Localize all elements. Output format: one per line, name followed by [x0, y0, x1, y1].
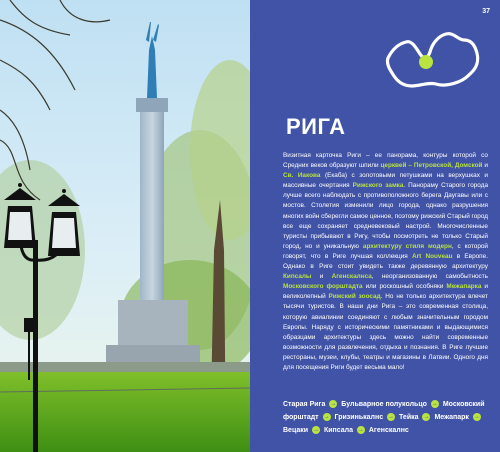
body-text-run: . Но не только архитектура влечет тысячи туристов. В наши дни Рига – это современная столица, которую авиалинии соединяют с любым значительным городом Европы. Наряду с историческими памятниками и выдающимися образцами архитектуры здесь можно найти современные возможности для развлечения, отдыха и познания. В Риге лучшие рестораны, музеи, клубы, театры и магазины в Латвии. Одного дня для посещения Риги будет весьма мало! [283, 293, 488, 371]
route-item: Вецаки [283, 427, 309, 434]
body-text-run: и великолепный [283, 283, 488, 301]
highlight-link: Московского форштадта [283, 283, 363, 291]
route-item: Межапарк [434, 414, 469, 421]
arrow-right-icon: → [423, 414, 430, 421]
body-text-run: в Европе. Однако в Риге стоит увидеть также деревянную архитектуру [283, 252, 488, 271]
route-item: Тейка [399, 414, 419, 421]
highlight-link: Св. Иакова [283, 172, 321, 180]
body-text-run: и [311, 273, 332, 281]
highlight-link: Кипсалы [283, 273, 312, 281]
highlight-link: Агенскалнса [331, 273, 372, 281]
content-panel [250, 0, 500, 452]
route-item: Московский форштадт [283, 401, 485, 421]
arrow-right-icon: → [473, 414, 480, 421]
body-text-run: . Панораму Старого города лучше всего наблюдать с противоположного берега Даугавы или с мостов. Столетия изменили лицо города, однако разрушения многих войн сберегли самое ценное, поэтому рижский Старый город все еще сохраняет средневековый настрой. Многочисленные туристы прибывают в Ригу, чтобы посмотреть не только Старый город, но и уникальную [283, 182, 488, 250]
body-text-run: , с которой говорят, что в Риге лучшая коллекция [283, 242, 488, 260]
arrow-right-icon: → [313, 427, 319, 434]
route-item: Агенскалнс [368, 427, 409, 434]
highlight-link: Art Nouveau [412, 252, 453, 260]
arrow-right-icon: → [431, 401, 438, 408]
highlight-link: церквей – Петровской, Домской [380, 162, 483, 170]
route-item: Гризинькалнс [334, 414, 384, 421]
body-text-run: (Екаба) с золотовыми петушками на верхушках и массивные очертания [283, 172, 488, 190]
route-list [283, 398, 495, 437]
route-item: Кипсала [323, 427, 353, 434]
arrow-right-icon: → [357, 427, 364, 434]
body-text-run: , неорганизованную самобытность [371, 273, 488, 281]
arrow-right-icon: → [388, 414, 395, 421]
body-text-run: и [482, 162, 488, 170]
highlight-link: Межапарка [446, 283, 482, 291]
body-text-run: или роскошный особняки [362, 283, 447, 291]
arrow-right-icon: → [330, 401, 337, 408]
body-text-run: Визитная карточка Риги – ее панорама, контуры которой со Средних веков образуют шпили [283, 152, 488, 170]
arrow-right-icon: → [323, 414, 330, 421]
latvia-map-icon [384, 28, 482, 92]
highlight-link: Рижский зоосад [328, 293, 381, 301]
body-text [283, 151, 488, 373]
highlight-link: Рижского замка [352, 182, 404, 190]
page-number: 37 [482, 8, 490, 15]
section-title: РИГА [286, 114, 346, 139]
highlight-link: архитектуру стиля модерн [362, 242, 452, 250]
riga-marker-icon [419, 55, 433, 69]
route-item: Старая Рига [283, 401, 326, 408]
route-item: Бульварное полукольцо [341, 401, 427, 408]
